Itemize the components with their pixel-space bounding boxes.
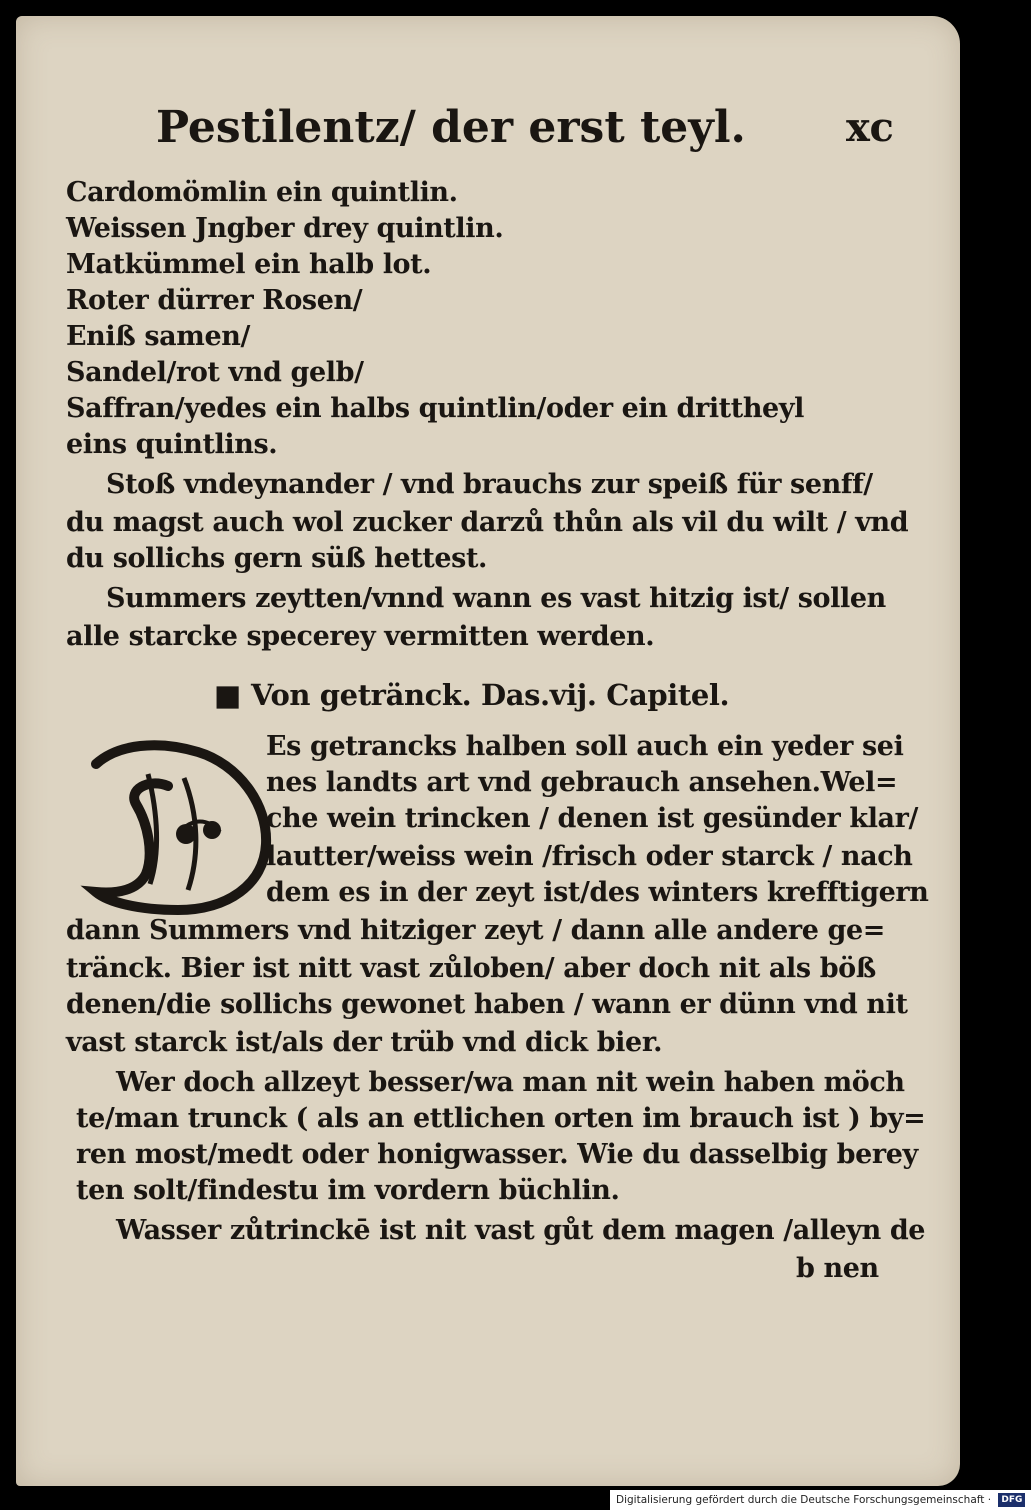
pilcrow-icon: ■ xyxy=(214,678,241,712)
folio-number: xc xyxy=(846,104,894,151)
text-line: nes landts art vnd gebrauch ansehen.Wel= xyxy=(266,767,898,798)
text-line: ten solt/findestu im vordern büchlin. xyxy=(76,1175,620,1206)
digitization-credit xyxy=(610,1490,1031,1510)
book-page xyxy=(16,16,960,1486)
credit-text: Digitalisierung gefördert durch die Deutsche Forschungsgemeinschaft · xyxy=(616,1494,992,1506)
dfg-logo-icon: DFG xyxy=(998,1493,1025,1507)
text-line: eins quintlins. xyxy=(66,429,278,460)
drop-initial-letter: D xyxy=(183,846,192,857)
chapter-heading xyxy=(214,678,729,712)
text-line: Summers zeytten/vnnd wann es vast hitzig ist/ sollen xyxy=(106,583,886,614)
text-line: Cardomömlin ein quintlin. xyxy=(66,177,458,208)
text-line: Wasser zůtrinckē ist nit vast gůt dem magen /alleyn de xyxy=(116,1215,926,1246)
text-line: Roter dürrer Rosen/ xyxy=(66,285,363,316)
catchword: b nen xyxy=(796,1253,879,1284)
text-line: Eniß samen/ xyxy=(66,321,250,352)
text-line: du magst auch wol zucker darzů thůn als vil du wilt / vnd xyxy=(66,507,909,538)
text-line: ren most/medt oder honigwasser. Wie du dasselbig berey xyxy=(76,1139,918,1170)
text-line: vast starck ist/als der trüb vnd dick bier. xyxy=(66,1027,663,1058)
text-line: lautter/weiss wein /frisch oder starck / nach xyxy=(266,841,913,872)
text-line: dann Summers vnd hitziger zeyt / dann alle andere ge= xyxy=(66,915,885,946)
text-line: Weissen Jngber drey quintlin. xyxy=(66,213,504,244)
text-line: Matkümmel ein halb lot. xyxy=(66,249,432,280)
running-head: Pestilentz/ der erst teyl. xyxy=(156,102,746,153)
text-line: Wer doch allzeyt besser/wa man nit wein haben möch xyxy=(116,1067,905,1098)
text-line: Es getrancks halben soll auch ein yeder sei xyxy=(266,731,904,762)
text-line: che wein trincken / denen ist gesünder klar/ xyxy=(266,803,918,834)
text-line: Sandel/rot vnd gelb/ xyxy=(66,357,364,388)
drop-initial-d xyxy=(88,734,278,914)
text-line: Stoß vndeynander / vnd brauchs zur speiß für senff/ xyxy=(106,469,873,500)
chapter-heading-text: Von getränck. Das.vij. Capitel. xyxy=(251,678,730,712)
text-line: dem es in der zeyt ist/des winters krefftigern xyxy=(266,877,929,908)
text-line: te/man trunck ( als an ettlichen orten im brauch ist ) by= xyxy=(76,1103,926,1134)
text-line: tränck. Bier ist nitt vast zůloben/ aber doch nit als böß xyxy=(66,953,876,984)
text-line: denen/die sollichs gewonet haben / wann er dünn vnd nit xyxy=(66,989,908,1020)
text-line: Saffran/yedes ein halbs quintlin/oder ein drittheyl xyxy=(66,393,804,424)
text-line: du sollichs gern süß hettest. xyxy=(66,543,488,574)
text-line: alle starcke specerey vermitten werden. xyxy=(66,621,655,652)
